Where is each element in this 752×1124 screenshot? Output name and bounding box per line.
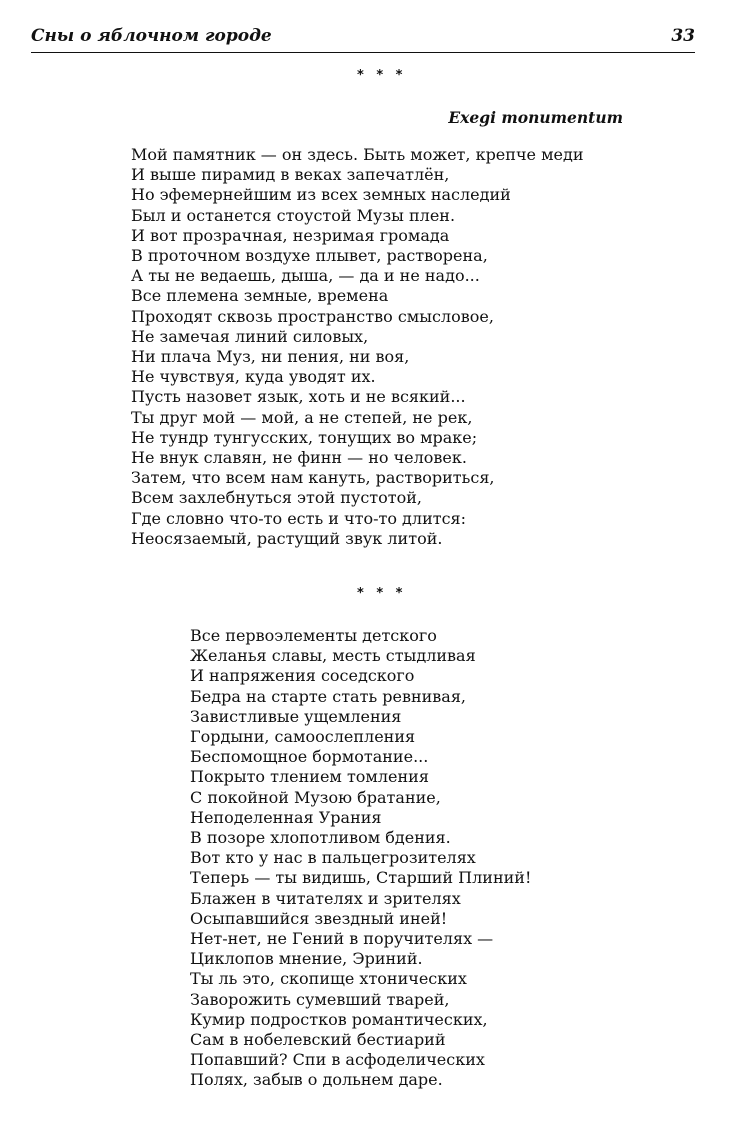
poem-line: Завистливые ущемления — [190, 706, 402, 726]
poem-line: Все племена земные, времена — [131, 286, 389, 306]
poem-2 — [190, 626, 531, 1091]
poem-line: Полях, забыв о дольнем даре. — [190, 1070, 443, 1090]
poem-line: Не внук славян, не финн — но человек. — [131, 448, 467, 468]
poem-line: Желанья славы, месть стыдливая — [190, 646, 476, 666]
poem-line: Кумир подростков романтических, — [190, 1009, 488, 1029]
poem-line: Затем, что всем нам кануть, раствориться, — [131, 468, 495, 488]
poem-line: В позоре хлопотливом бдения. — [190, 828, 451, 848]
poem-line: Где словно что-то есть и что-то длится: — [131, 508, 467, 528]
poem-line: С покойной Музою братание, — [190, 787, 441, 807]
poem-line: Ты ль это, скопище хтонических — [190, 969, 467, 989]
poem-line: Пусть назовет язык, хоть и не всякий... — [131, 387, 466, 407]
poem-line: Проходят сквозь пространство смысловое, — [131, 306, 494, 326]
poem-line: Был и останется стоустой Музы плен. — [131, 205, 456, 225]
poem-line: Всем захлебнуться этой пустотой, — [131, 488, 423, 508]
poem-line: Не чувствуя, куда уводят их. — [131, 367, 376, 387]
poem-line: Но эфемернейшим из всех земных наследий — [131, 185, 511, 205]
poem-line: Неосязаемый, растущий звук литой. — [131, 528, 443, 548]
poem-line: Вот кто у нас в пальцегрозителях — [190, 848, 476, 868]
poem-line: Ни плача Муз, ни пения, ни воя, — [131, 347, 410, 367]
page-number: 33 — [671, 26, 695, 46]
poem-1 — [131, 145, 584, 549]
poem-line: Заворожить сумевший тварей, — [190, 989, 450, 1009]
page-header — [31, 22, 695, 53]
section-separator-2: * * * — [357, 586, 407, 601]
poem-line: Ты друг мой — мой, а не степей, не рек, — [131, 407, 473, 427]
epigraph: Exegi monumentum — [448, 108, 623, 127]
poem-line: Блажен в читателях и зрителях — [190, 888, 461, 908]
poem-line: Теперь — ты видишь, Старший Плиний! — [190, 868, 532, 888]
poem-line: Покрыто тлением томления — [190, 767, 429, 787]
poem-line: Неподеленная Урания — [190, 807, 382, 827]
poem-line: И напряжения соседского — [190, 666, 415, 686]
poem-line: А ты не ведаешь, дыша, — да и не надо... — [131, 266, 480, 286]
poem-line: Нет-нет, не Гений в поручителях — — [190, 929, 494, 949]
poem-line: Циклопов мнение, Эриний. — [190, 949, 423, 969]
poem-line: И выше пирамид в веках запечатлён, — [131, 165, 450, 185]
section-separator-1: * * * — [357, 68, 407, 83]
poem-line: Не тундр тунгусских, тонущих во мраке; — [131, 427, 478, 447]
poem-line: Беспомощное бормотание... — [190, 747, 429, 767]
poem-line: Осыпавшийся звездный иней! — [190, 908, 448, 928]
poem-line: Не замечая линий силовых, — [131, 326, 369, 346]
poem-line: Попавший? Спи в асфоделических — [190, 1050, 485, 1070]
poem-line: Все первоэлементы детского — [190, 626, 437, 645]
running-title: Сны о яблочном городе — [31, 26, 272, 46]
poem-line: Мой памятник — он здесь. Быть может, крепче меди — [131, 145, 584, 164]
poem-line: Бедра на старте стать ревнивая, — [190, 686, 467, 706]
poem-line: Гордыни, самоослепления — [190, 727, 416, 747]
poem-line: В проточном воздухе плывет, растворена, — [131, 246, 488, 266]
poem-line: И вот прозрачная, незримая громада — [131, 225, 450, 245]
poem-line: Сам в нобелевский бестиарий — [190, 1030, 446, 1050]
